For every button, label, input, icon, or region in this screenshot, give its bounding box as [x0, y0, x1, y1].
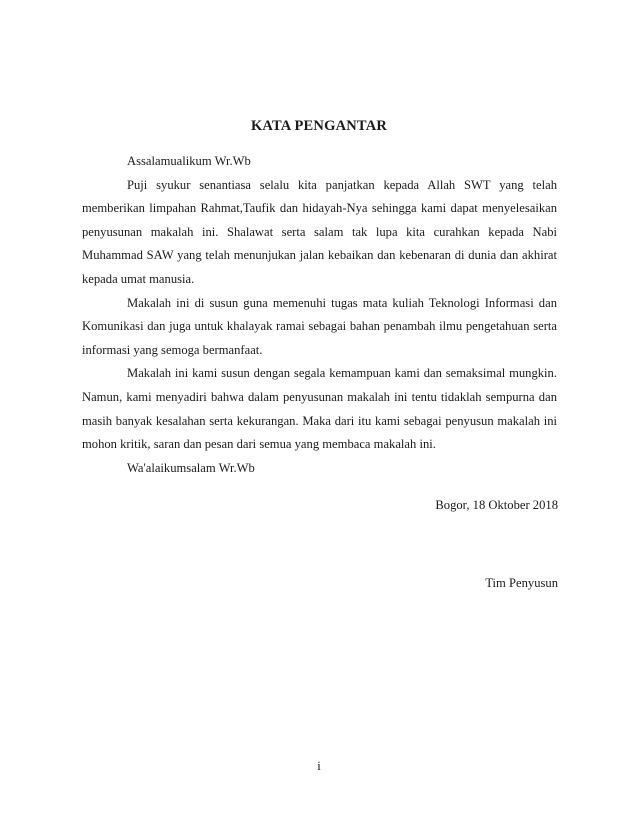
opening-greeting: Assalamualikum Wr.Wb [127, 154, 251, 168]
paragraph-purpose: Makalah ini di susun guna memenuhi tugas mata kuliah Teknologi Informasi dan Komunikasi dan juga untuk khalayak ramai sebagai bahan penambah ilmu pengetahuan serta informasi yang semoga bermanfaat. [82, 295, 557, 357]
page-title: KATA PENGANTAR [250, 118, 388, 134]
closing-greeting: Wa'alaikumsalam Wr.Wb [127, 460, 255, 475]
place-date: Bogor, 18 Oktober 2018 [435, 498, 558, 512]
paragraph-apology: Makalah ini kami susun dengan segala kemampuan kami dan semaksimal mungkin. Namun, kami menyadiri bahwa dalam penyusunan makalah ini tentu tidaklah sempurna dan masih banyak kesalahan serta kekurangan. Maka dari itu kami sebagai penyusun makalah ini mohon kritik, saran dan pesan dari semua yang membaca makalah ini. [82, 366, 557, 452]
foreword-body [82, 150, 557, 480]
signer-name: Tim Penyusun [485, 576, 558, 590]
page-number: i [317, 759, 321, 773]
paragraph-gratitude: Puji syukur senantiasa selalu kita panjatkan kepada Allah SWT yang telah memberikan limpahan Rahmat,Taufik dan hidayah-Nya sehingga kami dapat menyelesaikan penyusunan makalah ini. Shalawat serta salam tak lupa kita curahkan kepada Nabi Muhammad SAW yang telah menunjukan jalan kebaikan dan kebenaran di dunia dan akhirat kepada umat manusia. [82, 177, 557, 286]
